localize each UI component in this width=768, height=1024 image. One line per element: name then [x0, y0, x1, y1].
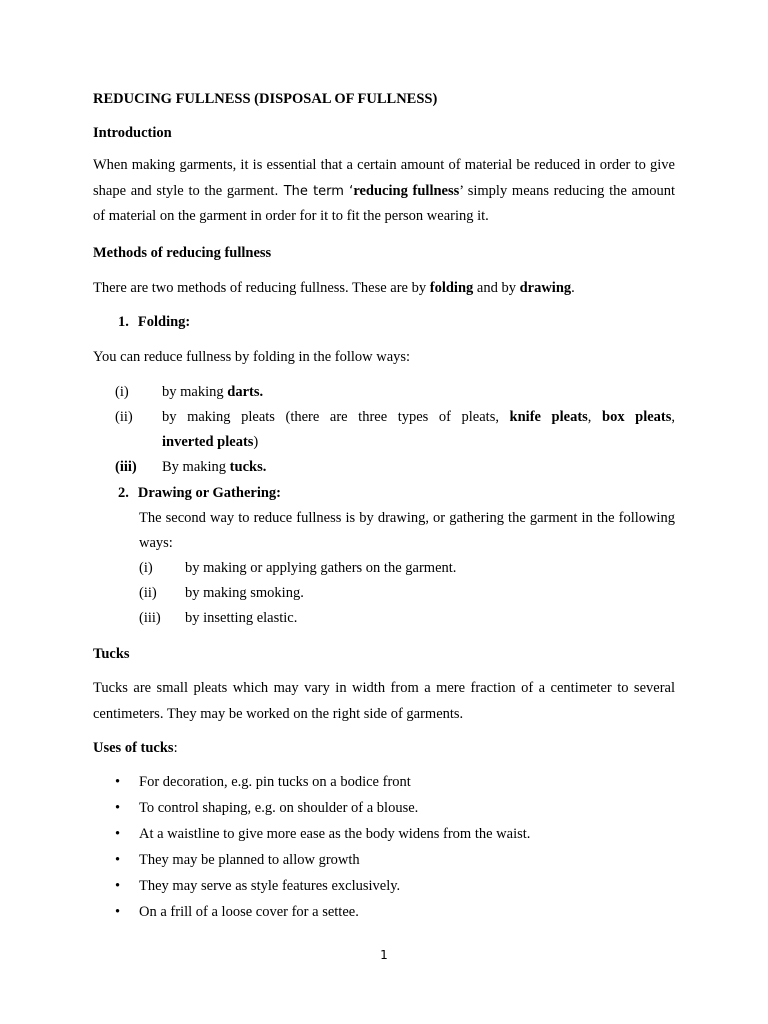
list-item: • They may serve as style features exclusively.: [115, 873, 400, 899]
folding-heading: 1. Folding:: [118, 314, 191, 330]
page-title: REDUCING FULLNESS (DISPOSAL OF FULLNESS): [93, 91, 438, 107]
folding-item-2: (ii) by making pleats (there are three types of pleats, knife pleats, box pleats, inverted pleats): [115, 409, 676, 450]
bullet-icon: •: [115, 774, 121, 790]
methods-paragraph: There are two methods of reducing fullness. These are by folding and by drawing.: [93, 280, 575, 296]
page-number: 1: [380, 948, 388, 962]
bullet-icon: •: [115, 826, 121, 842]
tucks-heading: Tucks: [93, 646, 130, 662]
bullet-icon: •: [115, 878, 121, 894]
uses-heading: Uses of tucks:: [93, 740, 178, 756]
list-item: • For decoration, e.g. pin tucks on a bodice front: [115, 769, 411, 795]
list-item: • To control shaping, e.g. on shoulder of a blouse.: [115, 795, 418, 821]
bullet-icon: •: [115, 904, 121, 920]
drawing-heading: 2. Drawing or Gathering:: [118, 485, 281, 501]
tucks-paragraph: Tucks are small pleats which may vary in width from a mere fraction of a centimeter to several centimeters. They may be worked on the right side of garments.: [93, 680, 675, 722]
list-item: • On a frill of a loose cover for a settee.: [115, 899, 359, 925]
intro-paragraph: When making garments, it is essential that a certain amount of material be reduced in order to give shape and style to the garment. The term ‘reducing fullness’ simply means reducing the amount of material on the garment in order for it to fit the person wearing it.: [93, 157, 676, 224]
methods-heading: Methods of reducing fullness: [93, 245, 272, 261]
document-page: REDUCING FULLNESS (DISPOSAL OF FULLNESS) Introduction When making garments, it is essential that a certain amount of material be reduced in order to give shape and style to the garment. The term ‘reducing fullness’ simply means reducing the amount of material on the garment in order for it to fit the person wearing it. Methods of reducing fullness There are two methods of reducing fullness. These are by folding and by drawing. 1. Folding: You can reduce fullness by folding in the follow ways: (i) by making darts. (ii) by making pleats (there are three types of pleats, knife pleats, box pleats, inverted pleats) (iii) By making tucks. 2. Drawing or Gathering: The second way to reduce fullness is by drawing, or gathering the garment in the following ways: (i) by making or applying gathers on the garment. (ii) by making smoking. (iii) by insetting elastic. Tucks Tucks are small pleats which may vary in width from a mere fraction of a centimeter to several centimeters. They may be worked on the right side of garments. Uses of tucks: • For decoration, e.g. pin tucks on a bodice front • To control shaping, e.g. on shoulder of a blouse. • At a waistline to give more ease as the body widens from the waist. • They may be planned to allow growth • They may serve as style features exclusively. • On a frill of a loose cover for a settee. 1: [0, 0, 768, 1024]
folding-intro: You can reduce fullness by folding in the follow ways:: [93, 349, 411, 365]
list-item: • At a waistline to give more ease as the body widens from the waist.: [115, 821, 530, 847]
list-item: • They may be planned to allow growth: [115, 847, 360, 873]
drawing-intro: The second way to reduce fullness is by drawing, or gathering the garment in the following ways:: [139, 510, 675, 551]
intro-heading: Introduction: [93, 125, 172, 141]
bullet-icon: •: [115, 852, 121, 868]
bullet-icon: •: [115, 800, 121, 816]
